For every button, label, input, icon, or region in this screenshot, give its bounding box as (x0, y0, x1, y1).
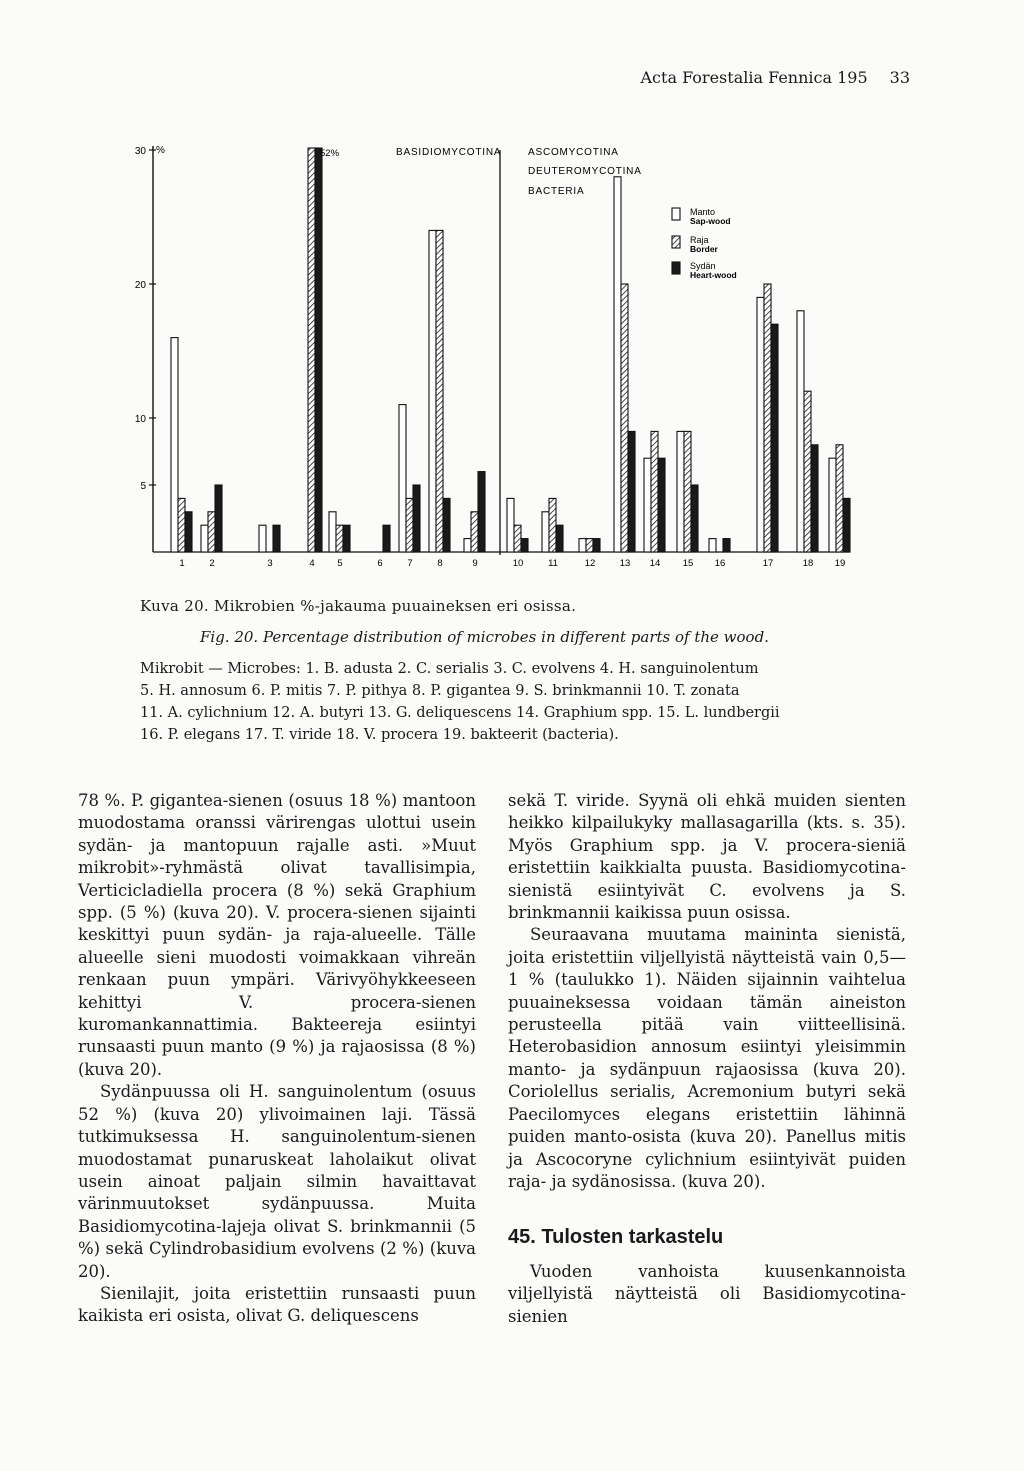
section-heading (508, 1226, 906, 1248)
bar-11-sydän (556, 525, 563, 552)
bar-14-raja (651, 431, 658, 552)
bar-5-manto (329, 512, 336, 552)
bar-12-raja (586, 539, 593, 552)
x-tick-label: 11 (548, 558, 558, 569)
bar-17-manto (757, 297, 764, 552)
legend-label-en: Border (690, 244, 718, 254)
legend-line: 5. H. annosum 6. P. mitis 7. P. pithya 8. P. gigantea 9. S. brinkmannii 10. T. zonata (140, 683, 740, 699)
bar-18-raja (804, 391, 811, 552)
section-number: 45. (508, 1226, 536, 1249)
x-tick-label: 9 (472, 558, 478, 569)
legend-label-en: Sap-wood (690, 216, 731, 226)
bar-2-raja (208, 512, 215, 552)
bar-11-manto (542, 512, 549, 552)
x-tick-label: 6 (377, 558, 383, 569)
page-number: 33 (889, 68, 910, 87)
bar-17-sydän (771, 324, 778, 552)
bar-10-manto (507, 498, 514, 552)
bar-10-raja (514, 525, 521, 552)
left-column (78, 790, 476, 1328)
legend-swatch (672, 262, 680, 274)
bar-18-manto (797, 311, 804, 552)
bar-2-sydän (215, 485, 222, 552)
bar-9-raja (471, 512, 478, 552)
figure-caption-fi: Kuva 20. Mikrobien %-jakauma puuaineksen eri osissa. (140, 597, 577, 615)
bar-19-raja (836, 445, 843, 552)
paragraph: 78 %. P. gigantea-sienen (osuus 18 %) mantoon muodostama oranssi värirengas ulottui usein sydän- ja mantopuun rajalle asti. »Muut mikrobit»-ryhmästä olivat tavallisimpia, Verticicladiella procera (8 %) sekä Graphium spp. (5 %) (kuva 20). V. procera-sienen sijainti keskittyi puun sydän- ja raja-alueelle. Tälle alueelle sieni muodosti voimakkaan vihreän renkaan puun ympäri. Värivyöhykkeeseen kehittyi V. procera-sienen kuromankannattimia. Bakteereja esiintyi runsaasti puun manto (9 %) ja rajaosissa (8 %) (kuva 20). (78, 791, 476, 1079)
bar-15-manto (677, 431, 684, 552)
legend-line: 11. A. cylichnium 12. A. butyri 13. G. deliquescens 14. Graphium spp. 15. L. lundbergii (140, 705, 780, 721)
bar-5-sydän (343, 525, 350, 552)
bar-7-sydän (413, 485, 420, 552)
bar-17-raja (764, 284, 771, 552)
microbe-legend-text (140, 658, 900, 746)
legend-swatch (672, 236, 680, 248)
x-tick-label: 19 (834, 558, 846, 569)
x-tick-label: 18 (802, 558, 814, 569)
bar-9-manto (464, 539, 471, 552)
bar-6-sydän (383, 525, 390, 552)
microbe-bar-chart (0, 0, 1024, 600)
bar-19-sydän (843, 498, 850, 552)
x-tick-label: 14 (649, 558, 661, 569)
legend-line: 16. P. elegans 17. T. viride 18. V. procera 19. bakteerit (bacteria). (140, 727, 619, 743)
x-tick-label: 8 (437, 558, 443, 569)
axis-break-label: 52% (320, 148, 340, 159)
x-tick-label: 1 (179, 558, 185, 569)
x-tick-label: 5 (337, 558, 343, 569)
y-tick-label: 5 (140, 481, 146, 492)
section-title: Tulosten tarkastelu (541, 1226, 724, 1249)
x-tick-label: 7 (407, 558, 413, 569)
bar-14-manto (644, 458, 651, 552)
paragraph: Vuoden vanhoista kuusenkannoista viljellyistä näytteistä oli Basidiomycotina-sienien (508, 1261, 906, 1326)
bar-13-manto (614, 177, 621, 552)
x-tick-label: 3 (267, 558, 273, 569)
legend-label: Manto (690, 207, 716, 217)
bar-8-raja (436, 230, 443, 552)
bar-1-raja (178, 498, 185, 552)
y-tick-label: 30 (134, 146, 146, 157)
bar-1-sydän (185, 512, 192, 552)
x-tick-label: 10 (512, 558, 524, 569)
bar-2-manto (201, 525, 208, 552)
group-label: ASCOMYCOTINA (528, 147, 619, 158)
group-label: BASIDIOMYCOTINA (396, 147, 502, 158)
bar-14-sydän (658, 458, 665, 552)
bar-3-manto (259, 525, 266, 552)
bar-10-sydän (521, 539, 528, 552)
bar-13-sydän (628, 431, 635, 552)
legend-swatch (672, 208, 680, 220)
legend-label: Sydän (690, 261, 716, 271)
bar-15-sydän (691, 485, 698, 552)
x-tick-label: 2 (209, 558, 215, 569)
bar-16-sydän (723, 539, 730, 552)
bar-12-manto (579, 539, 586, 552)
y-unit-label: % (156, 145, 165, 156)
bar-4-raja (308, 148, 315, 552)
bar-5-raja (336, 525, 343, 552)
y-tick-label: 20 (134, 280, 146, 291)
bar-11-raja (549, 498, 556, 552)
bar-3-sydän (273, 525, 280, 552)
paragraph: sekä T. viride. Syynä oli ehkä muiden sienten heikko kilpailukyky mallasagarilla (kts. s. 35). Myös Graphium spp. ja V. procera-sieniä eristettiin kaikkialta puusta. Basidiomycotina-sienistä esiintyivät C. evolvens ja S. brinkmannii kaikissa puun osissa. (508, 791, 906, 923)
bar-1-manto (171, 338, 178, 552)
x-tick-label: 17 (762, 558, 774, 569)
x-tick-label: 4 (309, 558, 315, 569)
bar-15-raja (684, 431, 691, 552)
legend-line: Mikrobit — Microbes: 1. B. adusta 2. C. serialis 3. C. evolvens 4. H. sanguinolentum (140, 661, 759, 677)
bar-4-sydän (315, 148, 322, 552)
bar-13-raja (621, 284, 628, 552)
bar-19-manto (829, 458, 836, 552)
x-tick-label: 15 (682, 558, 694, 569)
bar-8-sydän (443, 498, 450, 552)
bar-9-sydän (478, 472, 485, 552)
journal-title: Acta Forestalia Fennica 195 (640, 68, 868, 87)
x-tick-label: 16 (714, 558, 726, 569)
paragraph: Seuraavana muutama maininta sienistä, joita eristettiin viljellyistä näytteistä vain 0,5—1 % (taulukko 1). Näiden sijainnin vaihtelua puuaineksessa voidaan tämän aineiston perusteella pitää vain viitteellisinä. Heterobasidion annosum esiintyi yleisimmin manto- ja sydänpuun rajaosissa (kuva 20). Coriolellus serialis, Acremonium butyri sekä Paecilomyces elegans eristettiin lähinnä puiden manto-osista (kuva 20). Panellus mitis ja Ascocoryne cylichnium esiintyivät puiden raja- ja sydänosissa. (kuva 20). (508, 925, 906, 1191)
paragraph: Sydänpuussa oli H. sanguinolentum (osuus 52 %) (kuva 20) ylivoimainen laji. Tässä tutkimuksessa H. sanguinolentum-sienen muodostamat punaruskeat laholaikut olivat usein ainoat paljain silmin havaittavat värinmuutokset sydänpuussa. Muita Basidiomycotina-lajeja olivat S. brinkmannii (5 %) sekä Cylindrobasidium evolvens (2 %) (kuva 20). (78, 1082, 476, 1281)
right-column (508, 790, 906, 1328)
figure-caption-en: Fig. 20. Percentage distribution of microbes in different parts of the wood. (200, 628, 769, 646)
y-tick-label: 10 (134, 414, 146, 425)
bar-12-sydän (593, 539, 600, 552)
group-label: BACTERIA (528, 186, 585, 197)
bar-16-manto (709, 539, 716, 552)
paragraph: Sienilajit, joita eristettiin runsaasti puun kaikista eri osista, olivat G. deliquescens (78, 1283, 476, 1326)
bar-8-manto (429, 230, 436, 552)
bar-7-manto (399, 405, 406, 552)
x-tick-label: 13 (619, 558, 631, 569)
bar-7-raja (406, 498, 413, 552)
legend-label: Raja (690, 235, 709, 245)
legend-label-en: Heart-wood (690, 270, 737, 280)
x-tick-label: 12 (584, 558, 596, 569)
bar-18-sydän (811, 445, 818, 552)
group-label: DEUTEROMYCOTINA (528, 166, 642, 177)
